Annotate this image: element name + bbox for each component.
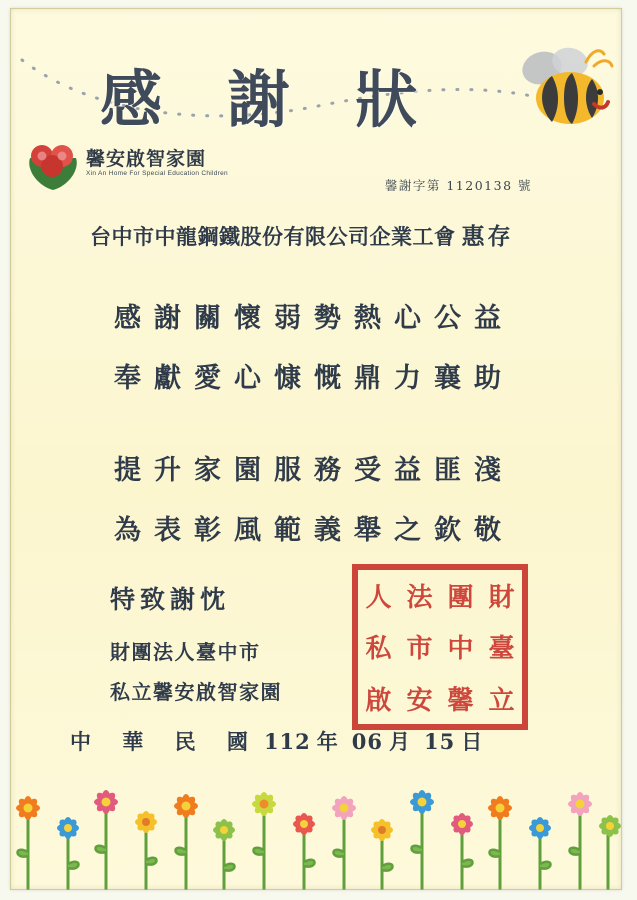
- seal-char: 私: [365, 634, 392, 665]
- seal-char: 法: [406, 583, 433, 614]
- seal-char: 中: [447, 634, 474, 665]
- seal-char: 馨: [447, 685, 474, 716]
- recipient-name: 台中市中龍鋼鐵股份有限公司企業工會: [90, 224, 456, 249]
- seal-char: 財: [488, 583, 515, 614]
- document-number: 馨謝字第 1120138 號: [384, 178, 532, 193]
- body-line-3: 提升家園服務受益匪淺: [114, 455, 514, 486]
- seal-char: 市: [406, 634, 433, 665]
- body-line-4: 為表彰風範義舉之欽敬: [114, 515, 514, 546]
- recipient-line: [90, 218, 514, 251]
- official-seal: [352, 564, 528, 730]
- date-day: 15: [424, 729, 456, 754]
- logo-name-en: Xin An Home For Special Education Children: [86, 170, 228, 177]
- logo-name-cn: 馨安啟智家園: [86, 148, 207, 170]
- body-line-1: 感謝關懷弱勢熱心公益: [114, 303, 514, 334]
- organization-logo: [24, 140, 228, 198]
- recipient-honorific: 惠存: [461, 223, 514, 250]
- issuer-line-2: 私立馨安啟智家園: [110, 680, 282, 704]
- page-title: 感 謝 狀: [100, 63, 440, 136]
- seal-char: 立: [488, 685, 515, 716]
- date-day-unit: 日: [461, 729, 483, 754]
- seal-char: 團: [447, 583, 474, 614]
- flower-border-decoration: [10, 760, 622, 890]
- bee-icon: [508, 40, 620, 140]
- seal-characters: [358, 570, 522, 724]
- seal-char: 臺: [488, 634, 515, 665]
- seal-char: 安: [406, 685, 433, 716]
- issuer-line-1: 財團法人臺中市: [110, 640, 261, 664]
- date-era-label: 中 華 民 國: [70, 729, 260, 754]
- closing-line: 特致謝忱: [110, 585, 231, 614]
- date-month: 06: [351, 729, 384, 754]
- date-year-unit: 年: [316, 729, 338, 754]
- body-line-2: 奉獻愛心慷慨鼎力襄助: [114, 363, 514, 394]
- seal-char: 人: [365, 583, 392, 614]
- certificate-paper: [10, 8, 622, 890]
- flower-heart-logo-icon: [24, 140, 82, 192]
- seal-char: 啟: [365, 685, 392, 716]
- date-month-unit: 月: [389, 729, 411, 754]
- date-year: 112: [263, 729, 311, 754]
- issue-date: [70, 726, 550, 756]
